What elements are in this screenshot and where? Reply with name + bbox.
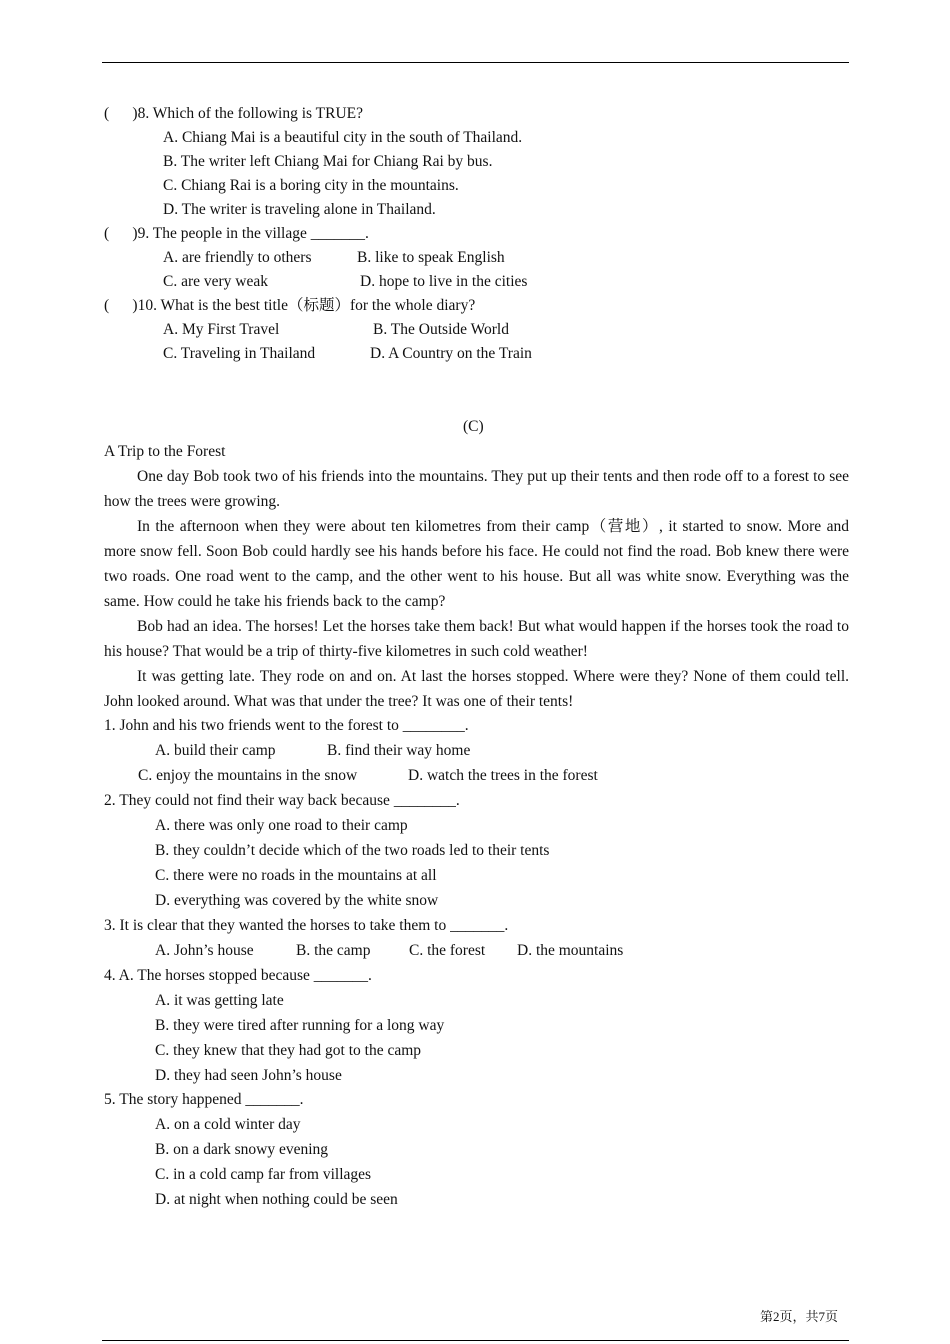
c-q4-option-b: B. they were tired after running for a long way	[155, 1017, 445, 1034]
c-q4-option-a: A. it was getting late	[155, 992, 284, 1009]
c-q1-stem: 1. John and his two friends went to the forest to ________.	[104, 717, 469, 734]
c-q3-option-b: B. the camp	[296, 942, 371, 959]
c-q3-option-c: C. the forest	[409, 942, 486, 959]
q9-option-d: D. hope to live in the cities	[360, 273, 528, 290]
passage-paragraph: One day Bob took two of his friends into the mountains. They put up their tents and then rode off to a forest to see how the trees were growing.	[104, 468, 849, 510]
c-q1-option-b: B. find their way home	[327, 742, 471, 759]
q8-option-a: A. Chiang Mai is a beautiful city in the south of Thailand.	[163, 129, 523, 146]
passage-paragraph: Bob had an idea. The horses! Let the horses take them back! But what would happen if the horses took the road to his house? That would be a trip of thirty-five kilometres in such cold weather!	[104, 618, 849, 660]
q10-option-b: B. The Outside World	[373, 321, 509, 338]
c-q5-option-a: A. on a cold winter day	[155, 1116, 301, 1133]
passage-title: A Trip to the Forest	[104, 443, 226, 460]
q10-option-c: C. Traveling in Thailand	[163, 345, 316, 362]
c-q3-option-d: D. the mountains	[517, 942, 624, 959]
q9-option-c: C. are very weak	[163, 273, 269, 290]
header-rule	[102, 62, 849, 63]
c-q1-option-c: C. enjoy the mountains in the snow	[138, 767, 358, 784]
q8-stem: ( )8. Which of the following is TRUE?	[104, 105, 364, 122]
section-label: (C)	[463, 418, 484, 435]
q8-option-d: D. The writer is traveling alone in Thailand.	[163, 201, 436, 218]
q10-stem: ( )10. What is the best title（标题）for the whole diary?	[104, 297, 476, 314]
c-q2-option-c: C. there were no roads in the mountains at all	[155, 867, 437, 884]
q9-stem: ( )9. The people in the village _______.	[104, 225, 369, 242]
q9-option-a: A. are friendly to others	[163, 249, 312, 266]
c-q4-option-d: D. they had seen John’s house	[155, 1067, 342, 1084]
c-q3-stem: 3. It is clear that they wanted the horses to take them to _______.	[104, 917, 509, 934]
q8-option-b: B. The writer left Chiang Mai for Chiang Rai by bus.	[163, 153, 493, 170]
passage-paragraph: It was getting late. They rode on and on. At last the horses stopped. Where were they? None of them could tell. John looked around. What was that under the tree? It was one of their tents!	[104, 668, 849, 710]
c-q2-option-a: A. there was only one road to their camp	[155, 817, 408, 834]
c-q5-option-d: D. at night when nothing could be seen	[155, 1191, 398, 1208]
c-q3-option-a: A. John’s house	[155, 942, 254, 959]
c-q1-option-a: A. build their camp	[155, 742, 276, 759]
c-q2-stem: 2. They could not find their way back because ________.	[104, 792, 460, 809]
c-q4-option-c: C. they knew that they had got to the camp	[155, 1042, 422, 1059]
q10-option-a: A. My First Travel	[163, 321, 280, 338]
passage-body	[104, 464, 849, 714]
c-q2-option-b: B. they couldn’t decide which of the two roads led to their tents	[155, 842, 550, 859]
c-q2-option-d: D. everything was covered by the white snow	[155, 892, 439, 909]
q10-option-d: D. A Country on the Train	[370, 345, 532, 362]
c-q5-option-c: C. in a cold camp far from villages	[155, 1166, 372, 1183]
page-number: 第2页，共7页	[760, 1309, 839, 1324]
footer-rule	[102, 1340, 849, 1341]
passage-paragraph: In the afternoon when they were about ten kilometres from their camp（营地）, it started to snow. More and more snow fell. Soon Bob could hardly see his hands before his face. He could not find the road. Bob knew there were two roads. One road went to the camp, and the other went to his house. But all was white snow. Everything was the same. How could he take his friends back to the camp?	[104, 518, 849, 610]
c-q4-stem: 4. A. The horses stopped because _______.	[104, 967, 372, 984]
c-q5-option-b: B. on a dark snowy evening	[155, 1141, 329, 1158]
c-q1-option-d: D. watch the trees in the forest	[408, 767, 598, 784]
c-q5-stem: 5. The story happened _______.	[104, 1091, 304, 1108]
q9-option-b: B. like to speak English	[357, 249, 505, 266]
q8-option-c: C. Chiang Rai is a boring city in the mountains.	[163, 177, 459, 194]
